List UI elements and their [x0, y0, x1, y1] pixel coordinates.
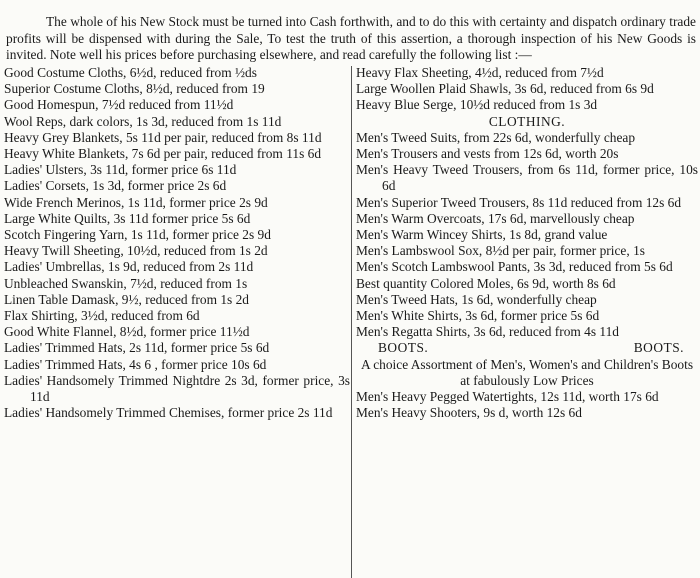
- list-item: Wool Reps, dark colors, 1s 3d, reduced from 1s 11d: [4, 113, 282, 129]
- list-item: Scotch Fingering Yarn, 1s 11d, former price 2s 9d: [4, 227, 271, 243]
- list-item: Heavy Grey Blankets, 5s 11d per pair, reduced from 8s 11d: [4, 129, 322, 145]
- boots-heading: [356, 340, 698, 356]
- right-price-list: [356, 65, 698, 421]
- list-item: Ladies' Handsomely Trimmed Chemises, former price 2s 11d: [4, 405, 333, 421]
- list-item: Best quantity Colored Moles, 6s 9d, worth 8s 6d: [356, 275, 616, 291]
- column-divider: [351, 66, 352, 578]
- list-item: Men's Heavy Tweed Trousers, from 6s 11d, former price, 10s 6d: [356, 162, 698, 194]
- list-item: Men's Heavy Pegged Watertights, 12s 11d, worth 17s 6d: [356, 389, 659, 405]
- list-item: Men's Tweed Hats, 1s 6d, wonderfully cheap: [356, 291, 597, 307]
- list-item: Good White Flannel, 8½d, former price 11½d: [4, 324, 250, 340]
- clothing-heading: CLOTHING.: [488, 113, 566, 129]
- list-item: Good Costume Cloths, 6½d, reduced from ½ds: [4, 65, 257, 80]
- list-item: Ladies' Handsomely Trimmed Nightdre 2s 3d, former price, 3s 11d: [4, 372, 350, 405]
- list-item: Men's Trousers and vests from 12s 6d, worth 20s: [356, 146, 619, 162]
- list-item: Ladies' Umbrellas, 1s 9d, reduced from 2s 11d: [4, 259, 254, 275]
- list-item: Men's Warm Overcoats, 17s 6d, marvellously cheap: [356, 210, 635, 226]
- boots-heading-right: BOOTS.: [633, 340, 684, 356]
- list-item: Men's Lambswool Sox, 8½d per pair, former price, 1s: [356, 243, 645, 259]
- list-item: Wide French Merinos, 1s 11d, former price 2s 9d: [4, 194, 268, 210]
- list-item: Men's White Shirts, 3s 6d, former price 5s 6d: [356, 308, 600, 324]
- list-item: Ladies' Trimmed Hats, 4s 6 , former price 10s 6d: [4, 356, 267, 372]
- list-item: Men's Regatta Shirts, 3s 6d, reduced from 4s 11d: [356, 324, 619, 340]
- left-price-list: [4, 65, 350, 421]
- list-item: Heavy White Blankets, 7s 6d per pair, reduced from 11s 6d: [4, 146, 322, 162]
- list-item: Men's Tweed Suits, from 22s 6d, wonderfully cheap: [356, 129, 636, 145]
- list-item: Good Homespun, 7½d reduced from 11½d: [4, 97, 234, 113]
- boots-intro: A choice Assortment of Men's, Women's and Children's Boots at fabulously Low Prices: [360, 356, 694, 388]
- intro-paragraph: The whole of his New Stock must be turned into Cash forthwith, and to do this with certainty and dispatch ordinary trade profits will be dispensed with during the Sale, To test the truth of this assertion, a thorough inspection of his New Goods is invited. Note well his prices before purchasing elsewhere, and read carefully the following list :—: [6, 14, 696, 62]
- list-item: Large Woollen Plaid Shawls, 3s 6d, reduced from 6s 9d: [356, 81, 654, 97]
- list-item: Men's Scotch Lambswool Pants, 3s 3d, reduced from 5s 6d: [356, 259, 673, 275]
- list-item: Men's Heavy Shooters, 9s d, worth 12s 6d: [356, 405, 582, 421]
- list-item: Ladies' Ulsters, 3s 11d, former price 6s 11d: [4, 162, 237, 178]
- boots-heading-left: BOOTS.: [378, 340, 429, 356]
- list-item: Ladies' Trimmed Hats, 2s 11d, former price 5s 6d: [4, 340, 270, 356]
- list-item: Heavy Twill Sheeting, 10½d, reduced from 1s 2d: [4, 243, 268, 259]
- list-item: Large White Quilts, 3s 11d former price 5s 6d: [4, 210, 251, 226]
- list-item: Men's Warm Wincey Shirts, 1s 8d, grand value: [356, 227, 608, 243]
- list-item: Flax Shirting, 3½d, reduced from 6d: [4, 308, 200, 324]
- list-item: Superior Costume Cloths, 8½d, reduced from 19: [4, 81, 265, 97]
- list-item: Linen Table Damask, 9½, reduced from 1s 2d: [4, 291, 249, 307]
- list-item: Ladies' Corsets, 1s 3d, former price 2s 6d: [4, 178, 227, 194]
- list-item: Men's Superior Tweed Trousers, 8s 11d reduced from 12s 6d: [356, 194, 682, 210]
- list-item: Unbleached Swanskin, 7½d, reduced from 1s: [4, 275, 248, 291]
- list-item: Heavy Flax Sheeting, 4½d, reduced from 7½d: [356, 65, 604, 80]
- list-item: Heavy Blue Serge, 10½d reduced from 1s 3d: [356, 97, 598, 113]
